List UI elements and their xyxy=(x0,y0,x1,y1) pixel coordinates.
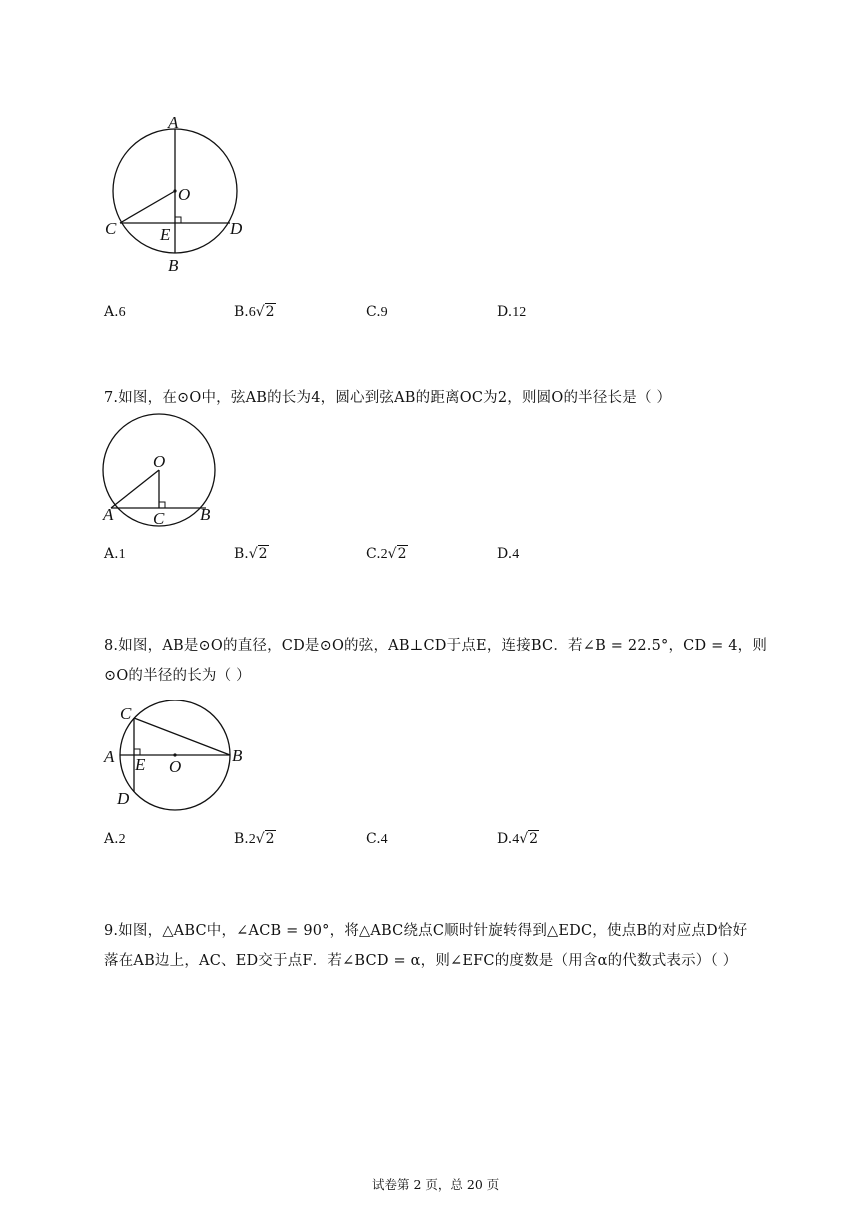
q8-option-a[interactable]: A.2 xyxy=(104,831,126,847)
q9-stem-line2: 落在AB边上，AC、ED交于点F．若∠BCD = α，则∠EFC的度数是（用含α的代数式表示）（ ） xyxy=(104,953,738,969)
q9-stem-line1: 9.如图，△ABC中，∠ACB = 90°，将△ABC绕点C顺时针旋转得到△EDC，使点B的对应点D恰好 xyxy=(104,923,748,939)
page-footer: 试卷第 2 页，总 20 页 xyxy=(372,1177,500,1192)
q7-option-c[interactable]: C.2√2 xyxy=(366,546,407,562)
q8-option-c[interactable]: C.4 xyxy=(366,831,388,847)
q7-option-d[interactable]: D.4 xyxy=(497,546,520,562)
q8-label-a: A xyxy=(104,747,115,766)
q7-label-b: B xyxy=(200,505,211,524)
q7-label-c: C xyxy=(153,509,165,528)
q6-center-dot xyxy=(173,189,176,192)
sqrt-symbol: √2 xyxy=(519,831,539,847)
q8-label-e: E xyxy=(135,755,146,774)
q6-option-c[interactable]: C.9 xyxy=(366,304,388,320)
q6-option-b[interactable]: B.6√2 xyxy=(234,304,275,320)
sqrt-symbol: √2 xyxy=(255,831,275,847)
q8-option-d[interactable]: D.4√2 xyxy=(497,831,539,847)
q8-label-c: C xyxy=(120,704,132,723)
q6-label-a: A xyxy=(168,113,179,132)
q7-right-angle-mark xyxy=(159,502,165,508)
q6-label-e: E xyxy=(160,225,171,244)
q7-option-a[interactable]: A.1 xyxy=(104,546,126,562)
q7-segment-oa xyxy=(111,470,159,508)
q6-option-d[interactable]: D.12 xyxy=(497,304,527,320)
q7-label-o: O xyxy=(153,452,166,471)
q7-stem: 7.如图，在⊙O中，弦AB的长为4，圆心到弦AB的距离OC为2，则圆O的半径长是（ ） xyxy=(104,390,672,406)
q6-figure xyxy=(100,108,260,278)
q6-label-d: D xyxy=(230,219,243,238)
sqrt-symbol: √2 xyxy=(248,546,268,562)
q8-label-b: B xyxy=(232,746,243,765)
sqrt-symbol: √2 xyxy=(255,304,275,320)
sqrt-symbol: √2 xyxy=(387,546,407,562)
q8-label-o: O xyxy=(169,757,182,776)
q8-stem-line2: ⊙O的半径的长为（ ） xyxy=(104,668,251,684)
q8-stem-line1: 8.如图，AB是⊙O的直径，CD是⊙O的弦，AB⊥CD于点E，连接BC．若∠B = 22.5°，CD = 4，则 xyxy=(104,638,768,654)
q8-figure xyxy=(100,700,250,812)
q6-segment-oc xyxy=(120,191,175,223)
q7-option-b[interactable]: B.√2 xyxy=(234,546,268,562)
q7-label-a: A xyxy=(103,505,114,524)
q6-right-angle-mark xyxy=(175,217,181,223)
q8-label-d: D xyxy=(117,789,130,808)
q6-label-c: C xyxy=(105,219,117,238)
q8-segment-bc xyxy=(134,718,230,755)
q7-figure xyxy=(96,408,226,528)
q6-label-b: B xyxy=(168,256,179,275)
q6-label-o: O xyxy=(178,185,191,204)
q8-option-b[interactable]: B.2√2 xyxy=(234,831,275,847)
q6-option-a[interactable]: A.6 xyxy=(104,304,126,320)
